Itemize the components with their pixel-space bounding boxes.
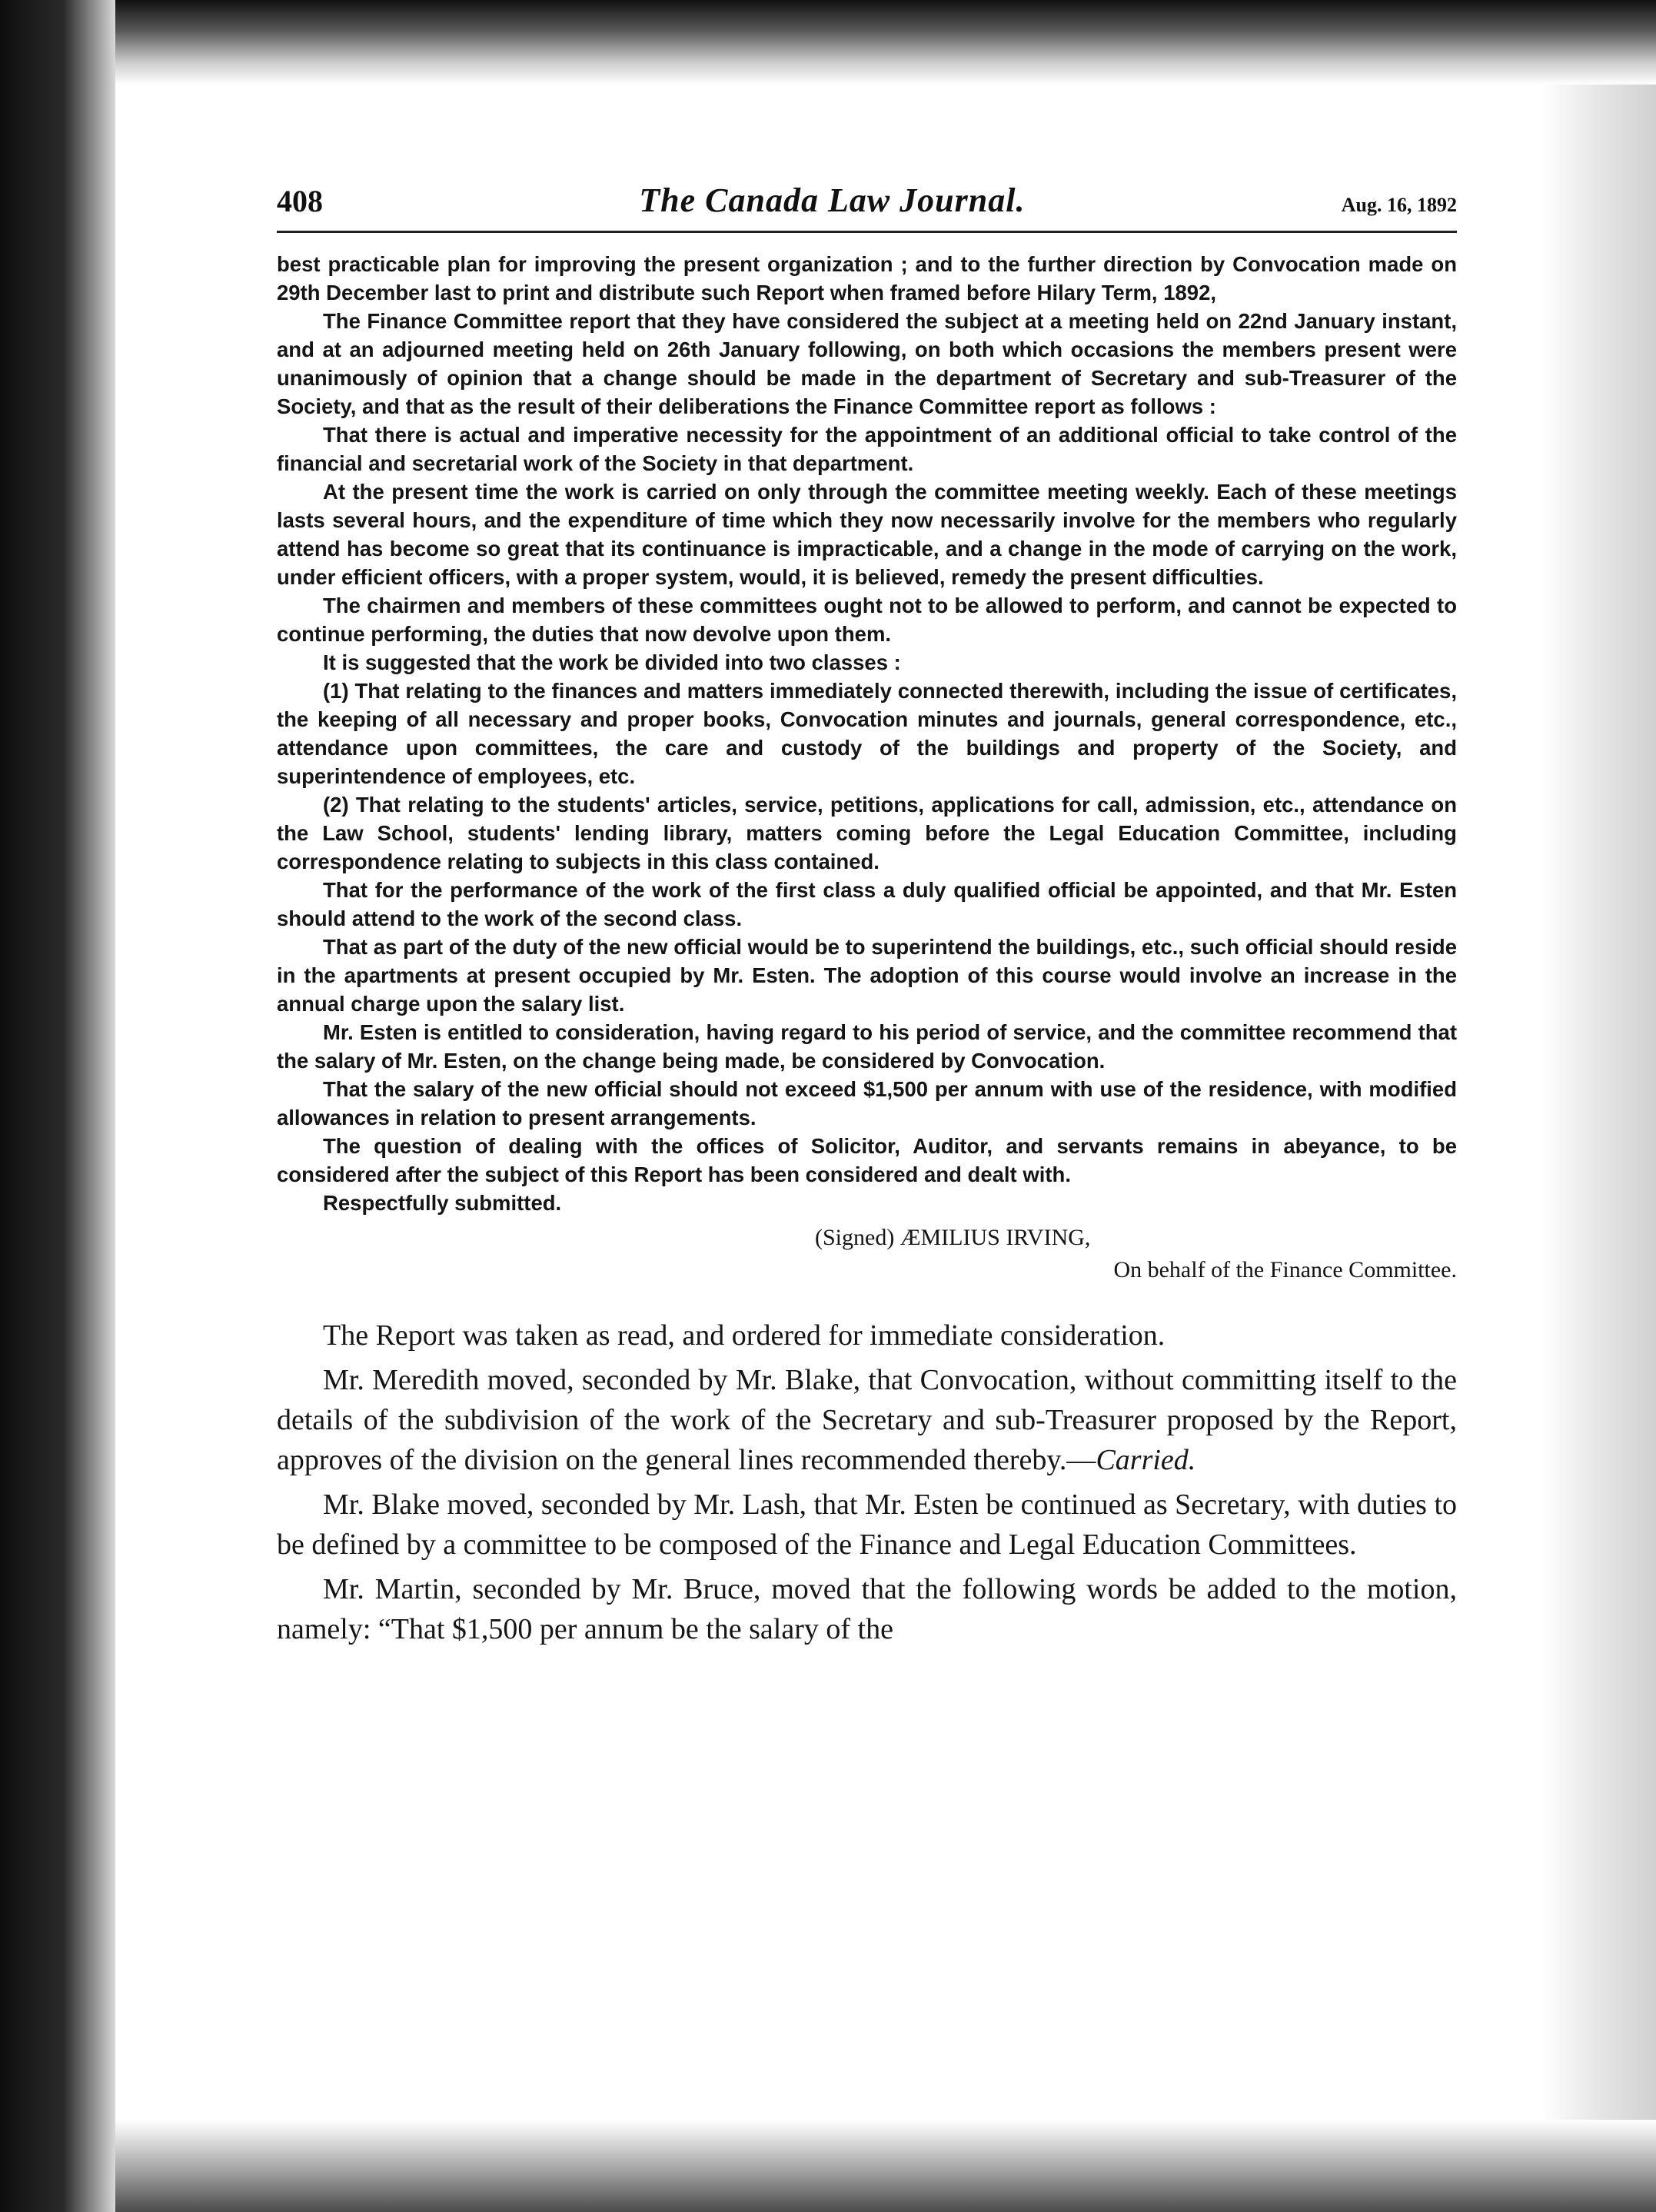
carried-label: Carried. [1096,1444,1196,1476]
committee-report [277,250,1457,1286]
running-head [277,181,1457,233]
behalf-line: On behalf of the Finance Committee. [1113,1257,1457,1282]
journal-page [277,181,1457,1654]
minutes-paragraph: Mr. Martin, seconded by Mr. Bruce, moved that the following words be added to the motion, namely: “That $1,500 per annum be the salary of the [277,1573,1457,1645]
scan-shadow-right [1541,0,1656,2212]
report-paragraph: The Finance Committee report that they have considered the subject at a meeting held on 22nd January instant, and at an adjourned meeting held on 26th January following, on both which occasions the members present were unanimously of opinion that a change should be made in the department of Secretary and sub-Treasurer of the Society, and that as the result of their deliberations the Finance Committee report as follows : [277,309,1457,418]
scan-shadow-top [115,0,1656,85]
motion-text: Mr. Meredith moved, seconded by Mr. Blake, that Convocation, without committing itself to the details of the subdivision of the work of the Secretary and sub-Treasurer proposed by the Report, approves of the division on the general lines recommended thereby.— [277,1364,1457,1476]
report-paragraph: best practicable plan for improving the present organization ; and to the further direction by Convocation made on 29th December last to print and distribute such Report when framed before Hilary Term, 1892, [277,252,1457,304]
report-paragraph: That the salary of the new official should not exceed $1,500 per annum with use of the residence, with modified allowances in relation to present arrangements. [277,1077,1457,1129]
signature-block [277,1222,1457,1286]
report-paragraph: That as part of the duty of the new official would be to superintend the buildings, etc., such official should reside in the apartments at present occupied by Mr. Esten. The adoption of this course would involve an increase in the annual charge upon the salary list. [277,935,1457,1016]
page-number: 408 [277,184,323,218]
convocation-minutes [277,1316,1457,1649]
minutes-paragraph [277,1360,1457,1480]
report-paragraph: Respectfully submitted. [323,1191,562,1215]
report-paragraph: The chairmen and members of these committees ought not to be allowed to perform, and cannot be expected to continue performing, the duties that now devolve upon them. [277,594,1457,646]
report-paragraph: The question of dealing with the offices of Solicitor, Auditor, and servants remains in abeyance, to be considered after the subject of this Report has been considered and dealt with. [277,1134,1457,1186]
report-paragraph: That there is actual and imperative necessity for the appointment of an additional official to take control of the financial and secretarial work of the Society in that department. [277,423,1457,475]
minutes-paragraph: Mr. Blake moved, seconded by Mr. Lash, that Mr. Esten be continued as Secretary, with duties to be defined by a committee to be composed of the Finance and Legal Education Committees. [277,1489,1458,1561]
report-paragraph: (2) That relating to the students' articles, service, petitions, applications for call, admission, etc., attendance on the Law School, students' lending library, matters coming before the Legal Education Committee, including correspondence relating to subjects in this class contained. [277,793,1457,873]
report-paragraph: At the present time the work is carried on only through the committee meeting weekly. Each of these meetings lasts several hours, and the expenditure of time which they now necessarily involve for the members who regularly attend has become so great that its continuance is impracticable, and a change in the mode of carrying on the work, under efficient officers, with a proper system, would, it is believed, remedy the present difficulties. [277,480,1457,589]
report-paragraph: Mr. Esten is entitled to consideration, having regard to his period of service, and the committee recommend that the salary of Mr. Esten, on the change being made, be considered by Convocation. [277,1020,1457,1073]
minutes-paragraph: The Report was taken as read, and ordered for immediate consideration. [323,1319,1166,1352]
report-paragraph: It is suggested that the work be divided into two classes : [323,650,901,674]
scan-shadow-left [0,0,115,2212]
running-date: Aug. 16, 1892 [1341,194,1457,216]
report-paragraph: (1) That relating to the finances and matters immediately connected therewith, including the issue of certificates, the keeping of all necessary and proper books, Convocation minutes and journals, general correspondence, etc., attendance upon committees, the care and custody of the buildings and property of the Society, and superintendence of employees, etc. [277,679,1457,788]
journal-title: The Canada Law Journal. [639,181,1026,219]
signed-line: (Signed) ÆMILIUS IRVING, [815,1225,1091,1250]
scan-shadow-bottom [115,2120,1656,2212]
report-paragraph: That for the performance of the work of the first class a duly qualified official be appointed, and that Mr. Esten should attend to the work of the second class. [277,878,1457,930]
